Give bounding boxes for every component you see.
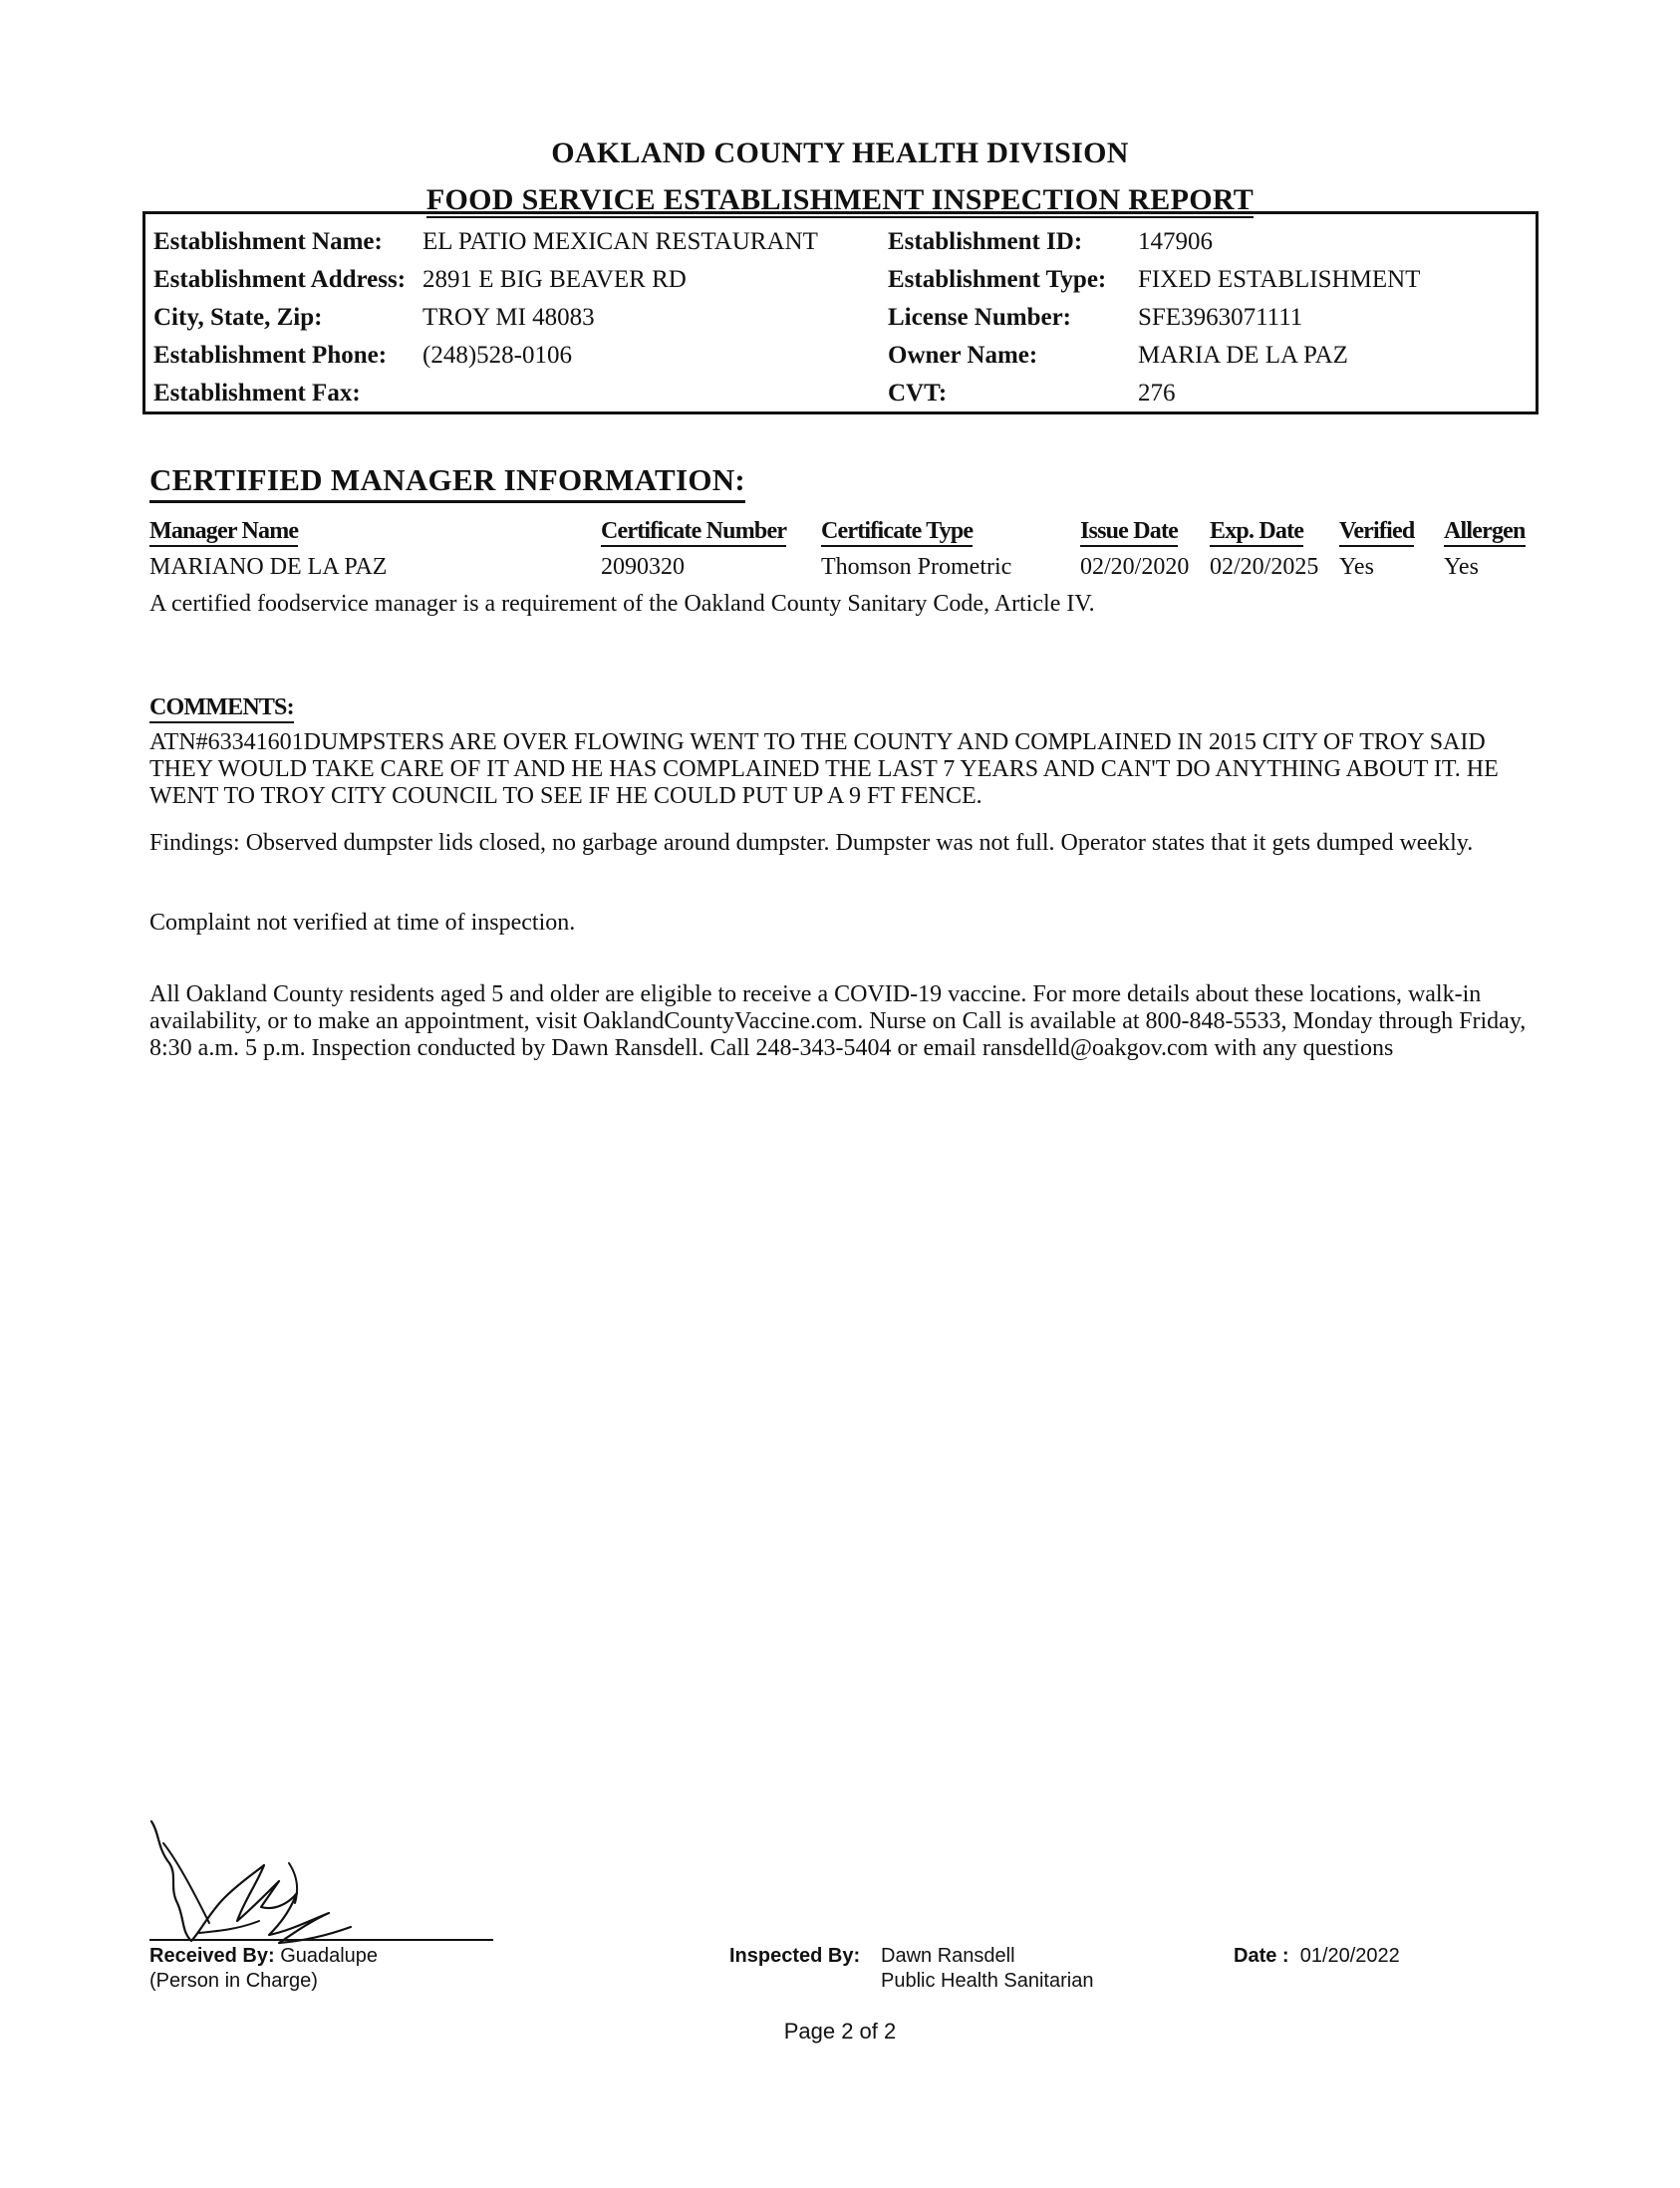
- received-by-label: Received By:: [149, 1945, 275, 1967]
- license-number-label: License Number:: [888, 304, 1071, 331]
- person-in-charge-label: (Person in Charge): [149, 1970, 318, 1992]
- establishment-row-address: [145, 266, 1536, 304]
- covid-notice-text: All Oakland County residents aged 5 and older are eligible to receive a COVID-19 vaccine. For more details about these locations, walk-in availability, or to make an appointment, visit OaklandCountyVaccine.com. Nurse on Call is available at 800-848-5533, Monday through Friday, 8:30 a.m. 5 p.m. Inspection conducted by Dawn Ransdell. Call 248-343-5404 or email ransdelld@oakgov.com with any questions: [149, 981, 1527, 1061]
- report-title-text: FOOD SERVICE ESTABLISHMENT INSPECTION REPORT: [425, 183, 1255, 216]
- col-allergen: Allergen: [1444, 518, 1526, 547]
- establishment-fax-label: Establishment Fax:: [153, 380, 361, 407]
- verified-cell: Yes: [1339, 554, 1374, 580]
- establishment-address-value: 2891 E BIG BEAVER RD: [422, 266, 687, 293]
- signature-line: [149, 1939, 493, 1941]
- received-by-name: Guadalupe: [280, 1945, 379, 1967]
- cvt-value: 276: [1138, 380, 1176, 407]
- exp-date-cell: 02/20/2025: [1210, 554, 1319, 580]
- city-state-zip-label: City, State, Zip:: [153, 304, 323, 331]
- establishment-address-label: Establishment Address:: [153, 266, 407, 293]
- license-number-value: SFE3963071111: [1138, 304, 1303, 331]
- establishment-row-city: [145, 304, 1536, 342]
- establishment-phone-value: (248)528-0106: [422, 342, 572, 369]
- complaint-comment: ATN#63341601DUMPSTERS ARE OVER FLOWING WENT TO THE COUNTY AND COMPLAINED IN 2015 CITY OF TROY SAID THEY WOULD TAKE CARE OF IT AND HE HAS COMPLAINED THE LAST 7 YEARS AND CAN'T DO ANYTHING ABOUT IT. HE WENT TO TROY CITY COUNCIL TO SEE IF HE COULD PUT UP A 9 FT FENCE.: [149, 729, 1499, 809]
- inspected-by-label-text: Inspected By:: [729, 1945, 861, 1967]
- manager-name-cell: MARIANO DE LA PAZ: [149, 554, 388, 580]
- establishment-row-fax: [145, 380, 1536, 417]
- inspected-by-label: [729, 1945, 860, 1968]
- establishment-id-label: Establishment ID:: [888, 228, 1083, 255]
- cvt-label: CVT:: [888, 380, 948, 407]
- certified-manager-heading: CERTIFIED MANAGER INFORMATION:: [149, 462, 745, 503]
- manager-requirement-note: A certified foodservice manager is a requirement of the Oakland County Sanitary Code, Article IV.: [149, 591, 1095, 617]
- establishment-type-label: Establishment Type:: [888, 266, 1107, 293]
- page-number: Page 2 of 2: [783, 2019, 897, 2044]
- city-state-zip-value: TROY MI 48083: [422, 304, 595, 331]
- establishment-row-phone: [145, 342, 1536, 380]
- establishment-info-box: [142, 211, 1539, 414]
- certificate-type-cell: Thomson Prometric: [821, 554, 1012, 580]
- establishment-phone-label: Establishment Phone:: [153, 342, 388, 369]
- inspector-title: Public Health Sanitarian: [881, 1970, 1094, 1992]
- allergen-cell: Yes: [1444, 554, 1479, 580]
- establishment-type-value: FIXED ESTABLISHMENT: [1138, 266, 1421, 293]
- received-by: [149, 1945, 378, 1968]
- inspector-name: Dawn Ransdell: [881, 1945, 1015, 1967]
- col-manager-name: Manager Name: [149, 518, 298, 547]
- establishment-id-value: 147906: [1138, 228, 1213, 255]
- col-certificate-type: Certificate Type: [821, 518, 973, 547]
- col-verified: Verified: [1339, 518, 1414, 547]
- establishment-row-name: [145, 228, 1536, 266]
- comments-heading: COMMENTS:: [149, 694, 294, 723]
- col-issue-date: Issue Date: [1080, 518, 1178, 547]
- inspection-date: [1234, 1945, 1400, 1968]
- complaint-status-text: Complaint not verified at time of inspection.: [149, 910, 576, 936]
- col-exp-date: Exp. Date: [1210, 518, 1303, 547]
- owner-name-value: MARIA DE LA PAZ: [1138, 342, 1348, 369]
- issue-date-cell: 02/20/2020: [1080, 554, 1190, 580]
- certificate-number-cell: 2090320: [601, 554, 685, 580]
- establishment-name-label: Establishment Name:: [153, 228, 383, 255]
- col-certificate-number: Certificate Number: [601, 518, 786, 547]
- agency-title: OAKLAND COUNTY HEALTH DIVISION: [551, 137, 1129, 169]
- date-value: 01/20/2022: [1299, 1945, 1400, 1967]
- findings-text: Findings: Observed dumpster lids closed, no garbage around dumpster. Dumpster was not full. Operator states that it gets dumped weekly.: [149, 830, 1474, 856]
- establishment-name-value: EL PATIO MEXICAN RESTAURANT: [422, 228, 818, 255]
- date-label: Date :: [1234, 1945, 1289, 1967]
- owner-name-label: Owner Name:: [888, 342, 1038, 369]
